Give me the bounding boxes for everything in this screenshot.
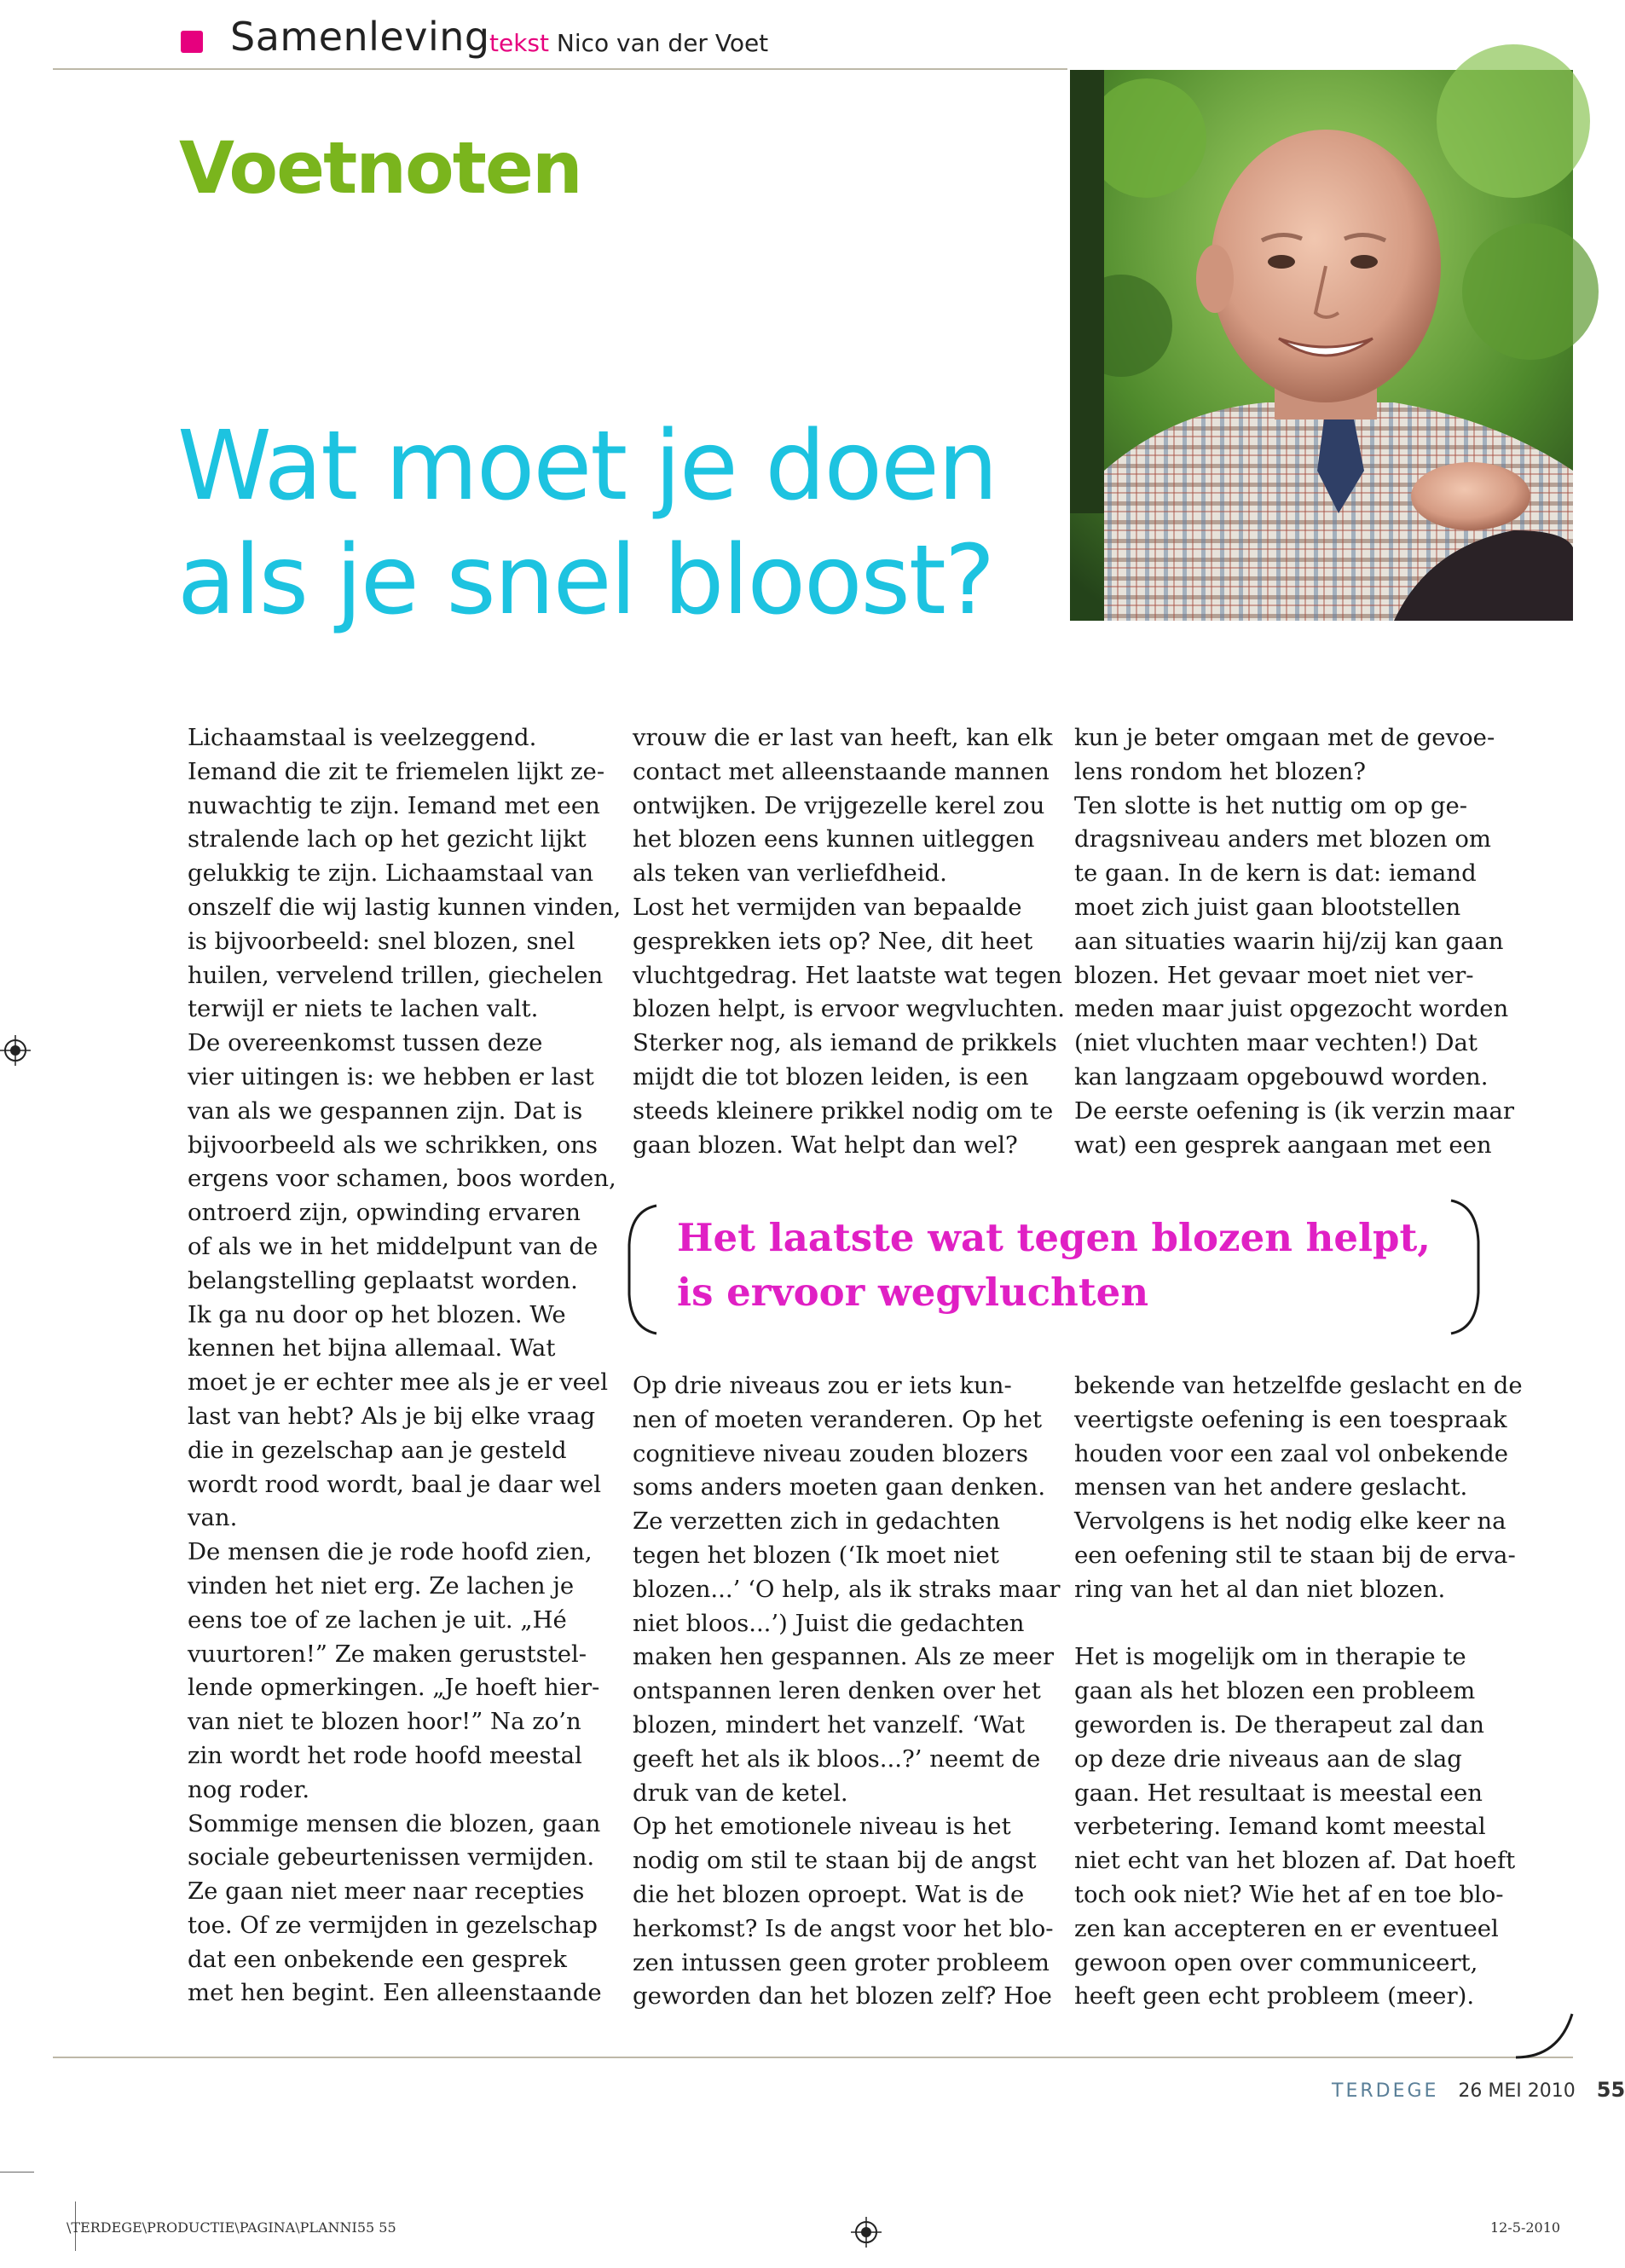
body-text-line: zin wordt het rode hoofd meestal <box>188 1741 582 1769</box>
body-text-line: De overeenkomst tussen deze <box>188 1029 543 1057</box>
body-text-line: vrouw die er last van heeft, kan elk <box>633 724 1053 751</box>
body-text-line: nen of moeten veranderen. Op het <box>633 1405 1043 1433</box>
body-text-line: druk van de ketel. <box>633 1779 848 1807</box>
body-text-line: (niet vluchten maar vechten!) Dat <box>1074 1029 1478 1057</box>
body-text-line: gaan. Het resultaat is meestal een <box>1074 1779 1483 1807</box>
body-column-3-bottom <box>1074 1369 1523 2014</box>
body-text-line: soms anders moeten gaan denken. <box>633 1473 1046 1501</box>
body-text-line: cognitieve niveau zouden blozers <box>633 1439 1028 1467</box>
page-footer <box>1332 2078 1625 2102</box>
body-text-line: kan langzaam opgebouwd worden. <box>1074 1062 1489 1091</box>
body-text-line: Ten slotte is het nuttig om op ge- <box>1074 791 1468 819</box>
body-text-line: geworden is. De therapeut zal dan <box>1074 1710 1484 1739</box>
body-text-line: sociale gebeurtenissen vermijden. <box>188 1843 595 1872</box>
section-title: Samenleving <box>230 14 490 60</box>
body-text-line: eens toe of ze lachen je uit. „Hé <box>188 1606 567 1634</box>
body-text-line: Sommige mensen die blozen, gaan <box>188 1809 601 1837</box>
footer-date: 26 MEI 2010 <box>1458 2080 1576 2102</box>
body-column-1 <box>188 721 622 2011</box>
body-text-line: ergens voor schamen, boos worden, <box>188 1165 616 1193</box>
body-text-line: kun je beter omgaan met de gevoe- <box>1074 724 1495 751</box>
portrait-photo <box>1070 70 1573 621</box>
body-text-line: vinden het niet erg. Ze lachen je <box>188 1571 575 1600</box>
body-text-line: is bijvoorbeeld: snel blozen, snel <box>188 927 575 955</box>
registration-mark-icon <box>851 2217 882 2248</box>
body-text-line: blozen helpt, is ervoor wegvluchten. <box>633 995 1066 1023</box>
body-text-line: heeft geen echt probleem (meer). <box>1074 1982 1475 2011</box>
pull-quote-bracket-right <box>1448 1197 1485 1337</box>
body-text-line: moet zich juist gaan blootstellen <box>1074 893 1461 921</box>
body-text-line <box>1074 1607 1483 1641</box>
bottom-divider <box>53 2057 1573 2058</box>
print-slug-date: 12-5-2010 <box>1490 2219 1561 2236</box>
byline <box>489 29 768 57</box>
body-column-2-bottom <box>633 1369 1061 2014</box>
body-column-2-top <box>633 721 1066 1162</box>
body-text-line: gaan blozen. Wat helpt dan wel? <box>633 1131 1018 1159</box>
body-text-line: houden voor een zaal vol onbekende <box>1074 1439 1508 1467</box>
body-text-line: Het is mogelijk om in therapie te <box>1074 1643 1466 1671</box>
body-text-line: zen intussen geen groter probleem <box>633 1948 1050 1976</box>
body-text-line: een oefening stil te staan bij de erva- <box>1074 1541 1516 1569</box>
body-text-line: aan situaties waarin hij/zij kan gaan <box>1074 927 1504 955</box>
body-text-line: niet bloos...’) Juist die gedachten <box>633 1609 1025 1637</box>
body-text-line: die het blozen oproept. Wat is de <box>633 1880 1025 1908</box>
body-text-line: Ik ga nu door op het blozen. We <box>188 1300 566 1328</box>
body-text-line: steeds kleinere prikkel nodig om te <box>633 1096 1054 1125</box>
pull-quote <box>677 1211 1431 1320</box>
headline-line: als je snel bloost? <box>177 525 994 636</box>
body-text-line: ontroerd zijn, opwinding ervaren <box>188 1199 581 1227</box>
body-text-line: ontwijken. De vrijgezelle kerel zou <box>633 791 1045 819</box>
body-text-line: als teken van verliefdheid. <box>633 859 947 888</box>
body-text-line: gaan als het blozen een probleem <box>1074 1677 1476 1705</box>
body-text-line: De mensen die je rode hoofd zien, <box>188 1538 593 1566</box>
top-divider <box>53 68 1067 70</box>
body-text-line: Ze gaan niet meer naar recepties <box>188 1877 585 1906</box>
body-text-line: blozen...’ ‘O help, als ik straks maar <box>633 1575 1061 1603</box>
headline <box>177 409 1081 638</box>
body-text-line: onszelf die wij lastig kunnen vinden, <box>188 893 622 921</box>
body-column-3-top <box>1074 721 1515 1162</box>
body-text-line: het blozen eens kunnen uitleggen <box>633 825 1035 853</box>
byline-author: Nico van der Voet <box>556 29 769 57</box>
body-text-line: ontspannen leren denken over het <box>633 1677 1041 1705</box>
body-text-line: geworden dan het blozen zelf? Hoe <box>633 1982 1052 2011</box>
body-text-line: nuwachtig te zijn. Iemand met een <box>188 791 600 819</box>
body-text-line: op deze drie niveaus aan de slag <box>1074 1744 1462 1773</box>
body-text-line: van niet te blozen hoor!” Na zo’n <box>188 1708 581 1736</box>
body-text-line: mensen van het andere geslacht. <box>1074 1473 1468 1501</box>
print-slug-path: \TERDEGE\PRODUCTIE\PAGINA\PLANNI55 55 <box>67 2219 396 2236</box>
registration-mark-icon <box>0 1035 31 1066</box>
body-text-line: terwijl er niets te lachen valt. <box>188 995 539 1023</box>
body-text-line: vluchtgedrag. Het laatste wat tegen <box>633 961 1062 989</box>
body-text-line: herkomst? Is de angst voor het blo- <box>633 1914 1054 1942</box>
crop-mark <box>0 2172 34 2173</box>
body-text-line: Lost het vermijden van bepaalde <box>633 893 1022 921</box>
body-text-line: Iemand die zit te friemelen lijkt ze- <box>188 757 605 785</box>
body-text-line: van. <box>188 1504 238 1532</box>
body-text-line: zen kan accepteren en er eventueel <box>1074 1914 1499 1942</box>
column-title: Voetnoten <box>179 126 581 210</box>
page-number: 55 <box>1596 2078 1625 2102</box>
body-text-line: toch ook niet? Wie het af en toe blo- <box>1074 1880 1504 1908</box>
body-text-line: tegen het blozen (‘Ik moet niet <box>633 1541 999 1569</box>
body-text-line: Vervolgens is het nodig elke keer na <box>1074 1507 1506 1536</box>
body-text-line: blozen. Het gevaar moet niet ver- <box>1074 961 1474 989</box>
body-text-line: geeft het als ik bloos...?’ neemt de <box>633 1744 1041 1773</box>
body-text-line: belangstelling geplaatst worden. <box>188 1266 578 1294</box>
body-text-line: verbetering. Iemand komt meestal <box>1074 1813 1486 1841</box>
body-text-line: mijdt die tot blozen leiden, is een <box>633 1062 1029 1091</box>
body-text-line: gelukkig te zijn. Lichaamstaal van <box>188 859 594 888</box>
pull-quote-bracket-left <box>622 1202 660 1337</box>
pull-quote-line: Het laatste wat tegen blozen helpt, <box>677 1215 1431 1260</box>
body-text-line: last van hebt? Als je bij elke vraag <box>188 1402 596 1430</box>
body-text-line: te gaan. In de kern is dat: iemand <box>1074 859 1477 888</box>
body-text-line: moet je er echter mee als je er veel <box>188 1368 608 1397</box>
body-text-line: dragsniveau anders met blozen om <box>1074 825 1491 853</box>
body-text-line: lende opmerkingen. „Je hoeft hier- <box>188 1674 600 1702</box>
pull-quote-line: is ervoor wegvluchten <box>677 1270 1149 1315</box>
body-text-line: gesprekken iets op? Nee, dit heet <box>633 927 1033 955</box>
page-corner-curve <box>1516 2012 1573 2060</box>
body-text-line: nog roder. <box>188 1775 310 1803</box>
body-text-line: bekende van hetzelfde geslacht en de <box>1074 1372 1523 1399</box>
body-text-line: Lichaamstaal is veelzeggend. <box>188 724 537 751</box>
body-text-line: die in gezelschap aan je gesteld <box>188 1436 567 1464</box>
body-text-line: wat) een gesprek aangaan met een <box>1074 1131 1492 1159</box>
body-text-line: contact met alleenstaande mannen <box>633 757 1050 785</box>
body-text-line: meden maar juist opgezocht worden <box>1074 995 1509 1023</box>
footer-magazine-name: TERDEGE <box>1332 2080 1439 2102</box>
body-text-line: met hen begint. Een alleenstaande <box>188 1979 602 2007</box>
section-marker <box>181 31 203 53</box>
body-text-line: van als we gespannen zijn. Dat is <box>188 1096 583 1125</box>
body-text-line: Ze verzetten zich in gedachten <box>633 1507 1001 1536</box>
body-text-line: toe. Of ze vermijden in gezelschap <box>188 1911 598 1939</box>
body-text-line: nodig om stil te staan bij de angst <box>633 1847 1037 1875</box>
body-text-line: De eerste oefening is (ik verzin maar <box>1074 1096 1515 1125</box>
body-text-line: bijvoorbeeld als we schrikken, ons <box>188 1131 598 1159</box>
body-text-line: lens rondom het blozen? <box>1074 757 1366 785</box>
headline-line: Wat moet je doen <box>177 411 997 522</box>
body-text-line: kennen het bijna allemaal. Wat <box>188 1334 556 1363</box>
body-text-line: gewoon open over communiceert, <box>1074 1948 1478 1976</box>
byline-label: tekst <box>489 29 549 57</box>
body-text-line: ring van het al dan niet blozen. <box>1074 1575 1446 1603</box>
body-text-line: Sterker nog, als iemand de prikkels <box>633 1029 1057 1057</box>
body-text-line: veertigste oefening is een toespraak <box>1074 1405 1507 1433</box>
body-text-line: of als we in het middelpunt van de <box>188 1232 599 1260</box>
body-text-line: Op drie niveaus zou er iets kun- <box>633 1372 1012 1399</box>
body-text-line: maken hen gespannen. Als ze meer <box>633 1643 1054 1671</box>
body-text-line: vuurtoren!” Ze maken geruststel- <box>188 1640 587 1668</box>
body-text-line: niet echt van het blozen af. Dat hoeft <box>1074 1847 1516 1875</box>
body-text-line: stralende lach op het gezicht lijkt <box>188 825 587 853</box>
body-text-line: Op het emotionele niveau is het <box>633 1813 1011 1841</box>
body-text-line: vier uitingen is: we hebben er last <box>188 1062 594 1091</box>
body-text-line: wordt rood wordt, baal je daar wel <box>188 1470 601 1498</box>
body-text-line: huilen, vervelend trillen, giechelen <box>188 961 604 989</box>
body-text-line: blozen, mindert het vanzelf. ‘Wat <box>633 1710 1026 1739</box>
body-text-line: dat een onbekende een gesprek <box>188 1945 567 1973</box>
